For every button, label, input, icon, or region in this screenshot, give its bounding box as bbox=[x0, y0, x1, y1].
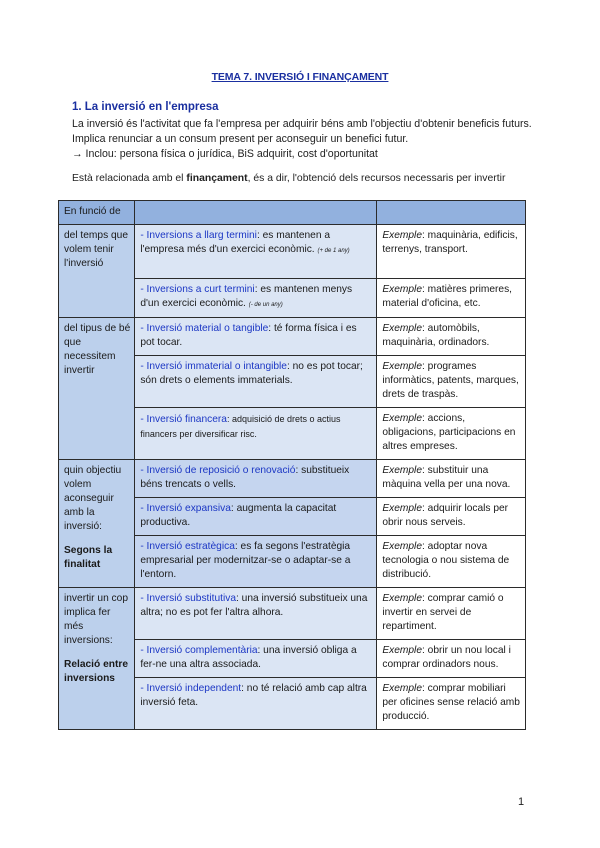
table-row bbox=[59, 225, 526, 279]
group-label-objective: quin objectiu volem aconseguir amb la inversió: Segons la finalitat bbox=[59, 460, 135, 588]
type-cell: - Inversió immaterial o intangible: no es pot tocar; són drets o elements immaterials. bbox=[135, 356, 377, 408]
example-cell: Exemple: adquirir locals per obrir nous serveis. bbox=[377, 498, 526, 536]
group-label-time: del temps que volem tenir l'inversió bbox=[59, 225, 135, 318]
example-cell: Exemple: accions, obligacions, participacions en altres empreses. bbox=[377, 408, 526, 460]
group-label-relation: invertir un cop implica fer més inversions: Relació entre inversions bbox=[59, 588, 135, 730]
example-cell: Exemple: adoptar nova tecnologia o nou sistema de distribució. bbox=[377, 536, 526, 588]
type-cell: - Inversió financera: adquisició de drets o actius financers per diversificar risc. bbox=[135, 408, 377, 460]
page-title: TEMA 7. INVERSIÓ I FINANÇAMENT bbox=[211, 71, 389, 83]
type-cell: - Inversió independent: no té relació amb cap altra inversió feta. bbox=[135, 678, 377, 730]
group-label-asset-type: del tipus de bé que necessitem invertir bbox=[59, 318, 135, 460]
example-cell: Exemple: substituir una màquina vella per una nova. bbox=[377, 460, 526, 498]
example-cell: Exemple: comprar mobiliari per oficines sense relació amb producció. bbox=[377, 678, 526, 730]
section-heading: 1. La inversió en l'empresa bbox=[72, 101, 219, 113]
type-cell: - Inversió material o tangible: té forma física i es pot tocar. bbox=[135, 318, 377, 356]
type-cell: - Inversió de reposició o renovació: substitueix béns trencats o vells. bbox=[135, 460, 377, 498]
type-cell: - Inversió substitutiva: una inversió substitueix una altra; no es pot fer l'altra alhora. bbox=[135, 588, 377, 640]
example-cell: Exemple: programes informàtics, patents, marques, drets de traspàs. bbox=[377, 356, 526, 408]
page-number: 1 bbox=[518, 796, 525, 808]
table-header-row bbox=[59, 201, 526, 225]
table-row bbox=[59, 460, 526, 498]
type-cell: - Inversions a llarg termini: es mantenen a l'empresa més d'un exercici econòmic. (+ de 1 any) bbox=[135, 225, 377, 279]
example-cell: Exemple: maquinària, edificis, terrenys, transport. bbox=[377, 225, 526, 279]
header-cell-type bbox=[135, 201, 377, 225]
financing-line: Està relacionada amb el finançament, és a dir, l'obtenció dels recursos necessaris per invertir bbox=[72, 173, 506, 184]
type-cell: - Inversions a curt termini: es mantenen menys d'un exercici econòmic. (- de un any) bbox=[135, 279, 377, 318]
example-cell: Exemple: automòbils, maquinària, ordinadors. bbox=[377, 318, 526, 356]
table-row bbox=[59, 318, 526, 356]
header-cell-criteria: En funció de bbox=[59, 201, 135, 225]
example-cell: Exemple: comprar camió o invertir en servei de repartiment. bbox=[377, 588, 526, 640]
type-cell: - Inversió expansiva: augmenta la capacitat productiva. bbox=[135, 498, 377, 536]
includes-line: → Inclou: persona física o jurídica, BiS adquirit, cost d'oportunitat bbox=[72, 148, 378, 160]
type-cell: - Inversió estratègica: es fa segons l'estratègia empresarial per modernitzar-se o adaptar-se a l'entorn. bbox=[135, 536, 377, 588]
intro-paragraph: La inversió és l'activitat que fa l'empresa per adquirir béns amb l'objectiu d'obtenir beneficis futurs. Implica renunciar a un consum present per aconseguir un benefici futur. bbox=[72, 118, 532, 145]
header-cell-example bbox=[377, 201, 526, 225]
type-cell: - Inversió complementària: una inversió obliga a fer-ne una altra associada. bbox=[135, 640, 377, 678]
table-row bbox=[59, 588, 526, 640]
example-cell: Exemple: obrir un nou local i comprar ordinadors nous. bbox=[377, 640, 526, 678]
example-cell: Exemple: matières primeres, material d'oficina, etc. bbox=[377, 279, 526, 318]
investment-classification-table bbox=[58, 200, 526, 730]
